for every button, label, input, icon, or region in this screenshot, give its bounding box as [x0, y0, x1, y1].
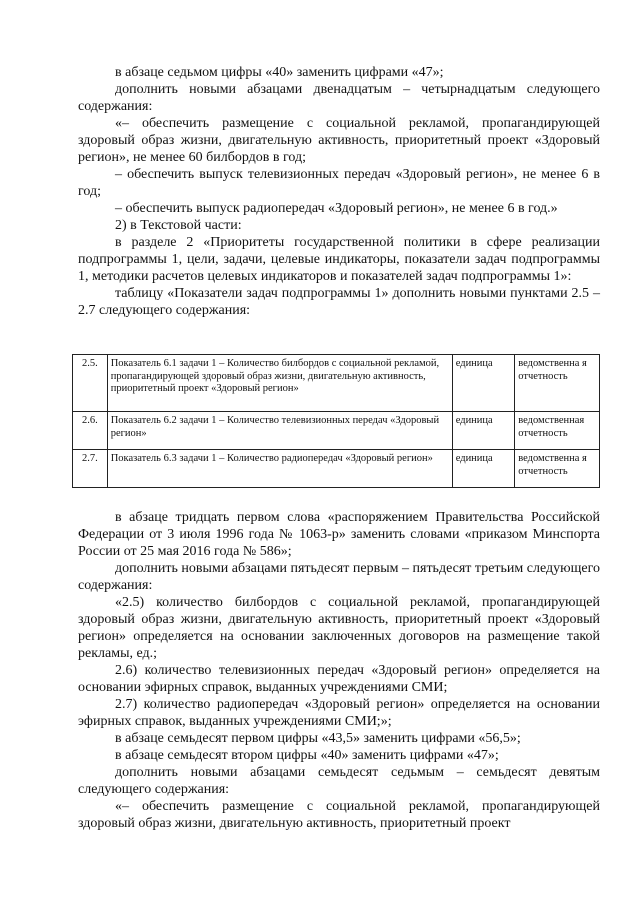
indicator-name: Показатель 6.3 задачи 1 – Количество радиопередач «Здоровый регион» — [107, 450, 452, 488]
paragraph: – обеспечить выпуск радиопередач «Здоровый регион», не менее 6 в год.» — [115, 201, 558, 216]
paragraph: «– обеспечить размещение с социальной рекламой, пропагандирующей здоровый образ жизни, двигательную активность, приоритетный проект — [78, 799, 600, 831]
row-number: 2.6. — [73, 412, 108, 450]
table-row — [73, 412, 600, 450]
data-source: ведомственна я отчетность — [515, 355, 600, 412]
paragraph: в абзаце седьмом цифры «40» заменить цифрами «47»; — [115, 65, 444, 80]
paragraph: 2.7) количество радиопередач «Здоровый регион» определяется на основании эфирных справок, выданных учреждениями СМИ;»; — [78, 697, 600, 729]
indicator-name: Показатель 6.1 задачи 1 – Количество билбордов с социальной рекламой, пропагандирующей здоровый образ жизни, двигательную активность, приоритетный проект «Здоровый регион» — [107, 355, 452, 412]
paragraph: «2.5) количество билбордов с социальной рекламой, пропагандирующей здоровый образ жизни, двигательную активность, приоритетный проект «Здоровый регион» определяется на основании заключенных договоров на размещение такой рекламы, ед.; — [78, 595, 600, 661]
unit: единица — [452, 450, 515, 488]
row-number: 2.5. — [73, 355, 108, 412]
paragraph: таблицу «Показатели задач подпрограммы 1» дополнить новыми пунктами 2.5 – 2.7 следующего содержания: — [78, 286, 600, 318]
unit: единица — [452, 412, 515, 450]
data-source: ведомственна я отчетность — [515, 450, 600, 488]
paragraph: дополнить новыми абзацами семьдесят седьмым – семьдесят девятым следующего содержания: — [78, 765, 600, 797]
paragraph: в абзаце семьдесят первом цифры «43,5» заменить цифрами «56,5»; — [115, 731, 521, 746]
paragraph: дополнить новыми абзацами пятьдесят первым – пятьдесят третьим следующего содержания: — [78, 561, 600, 593]
indicator-name: Показатель 6.2 задачи 1 – Количество телевизионных передач «Здоровый регион» — [107, 412, 452, 450]
indicators-table — [72, 354, 600, 488]
unit: единица — [452, 355, 515, 412]
text-block-bottom — [78, 509, 600, 832]
paragraph: в разделе 2 «Приоритеты государственной политики в сфере реализации подпрограммы 1, цели, задачи, целевые индикаторы, показатели задач подпрограммы 1, методики расчетов целевых индикаторов и показателей задач подпрограммы 1»: — [78, 235, 600, 284]
paragraph: «– обеспечить размещение с социальной рекламой, пропагандирующей здоровый образ жизни, двигательную активность, приоритетный проект «Здоровый регион», не менее 60 билбордов в год; — [78, 116, 600, 165]
row-number: 2.7. — [73, 450, 108, 488]
paragraph: – обеспечить выпуск телевизионных передач «Здоровый регион», не менее 6 в год; — [78, 167, 600, 199]
text-block-top — [78, 64, 600, 319]
paragraph: дополнить новыми абзацами двенадцатым – четырнадцатым следующего содержания: — [78, 82, 600, 114]
paragraph: 2.6) количество телевизионных передач «Здоровый регион» определяется на основании эфирных справок, выданных учреждениями СМИ; — [78, 663, 600, 695]
table-row — [73, 450, 600, 488]
table-row — [73, 355, 600, 412]
data-source: ведомственная отчетность — [515, 412, 600, 450]
paragraph: 2) в Текстовой части: — [115, 218, 242, 233]
paragraph: в абзаце семьдесят втором цифры «40» заменить цифрами «47»; — [115, 748, 499, 763]
paragraph: в абзаце тридцать первом слова «распоряжением Правительства Российской Федерации от 3 июля 1996 года № 1063-р» заменить словами «приказом Минспорта России от 25 мая 2016 года № 586»; — [78, 510, 600, 559]
